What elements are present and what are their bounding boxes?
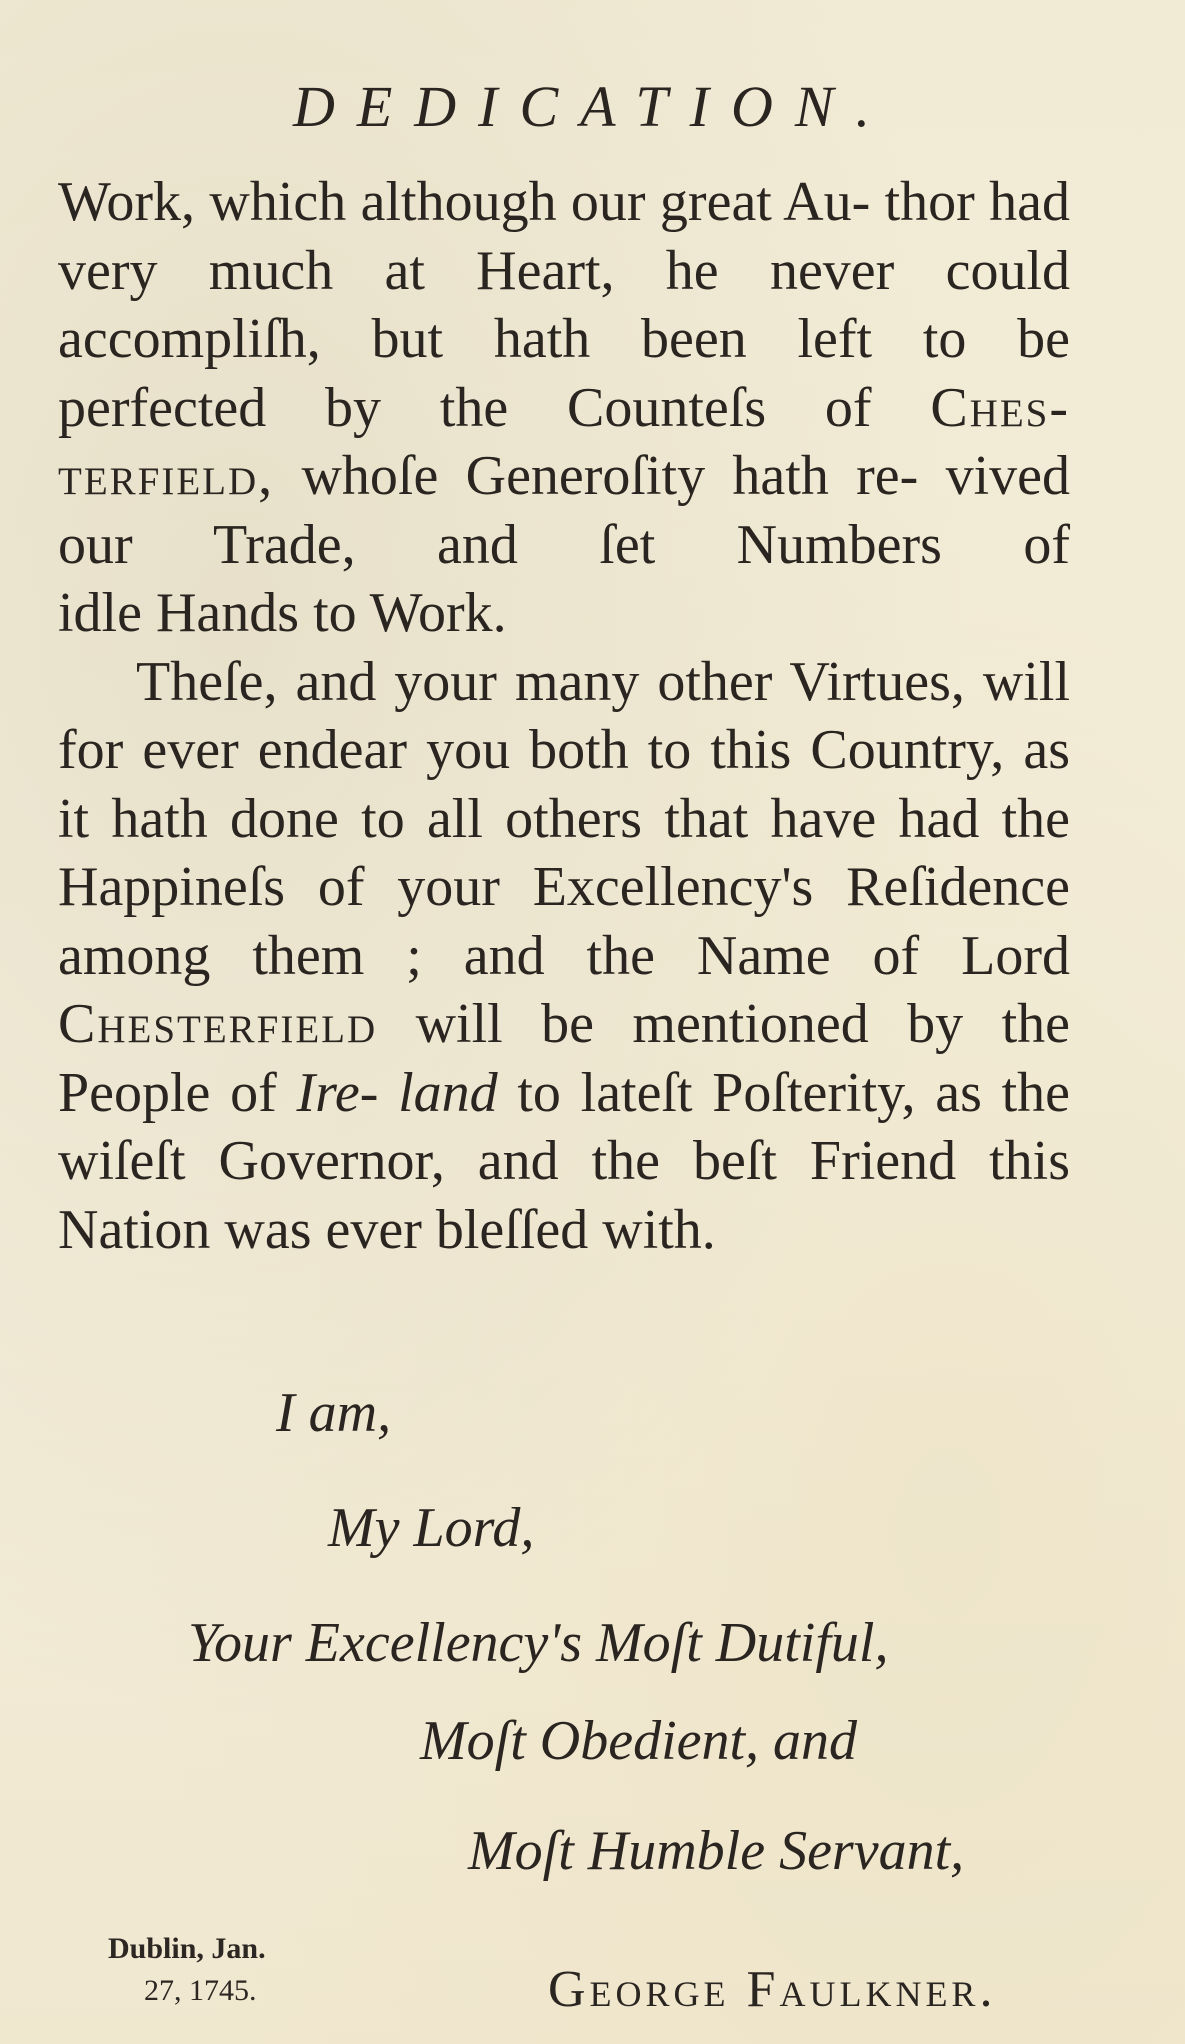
text-line: be perfected by the Counteſs of (58, 308, 1070, 439)
body-text (58, 168, 1070, 1264)
running-title: DEDICATION. (292, 74, 893, 139)
text-line: and the Name of Lord (463, 924, 1070, 987)
closing-line-4: Moſt Obedient, and (420, 1710, 858, 1772)
name-chesterfield-2: Chesterfield (58, 993, 378, 1055)
paragraph-1-end (58, 579, 1070, 648)
signature: George Faulkner. (548, 1961, 997, 2018)
text-line: will be mentioned by the People of (58, 993, 1070, 1124)
text-line: Nation was ever bleſſed with. (58, 1198, 716, 1261)
place-ireland-cont: land (398, 1061, 498, 1124)
paragraph-1 (58, 168, 1070, 579)
text-line: idle Hands to Work. (58, 582, 507, 644)
paragraph-2 (58, 648, 1070, 1196)
place-ireland: Ire- (296, 1061, 379, 1124)
closing-line-2: My Lord, (328, 1497, 535, 1559)
closing-line-3: Your Excellency's Moſt Dutiful, (188, 1612, 889, 1674)
name-chesterfield: Ches- (930, 376, 1070, 439)
text-line: Governor, and the beſt Friend this (218, 1130, 1071, 1192)
closing-line-1: I am, (276, 1382, 392, 1444)
place-date (108, 1928, 266, 2012)
text-line: Country, as it hath done to all others (58, 719, 1071, 850)
place-date-line-1: Dublin, Jan. (108, 1932, 266, 1965)
text-line: whoſe Generoſity hath re- (301, 445, 919, 507)
place-date-line-2: 27, 1745. (144, 1974, 257, 2007)
text-line: Theſe, and your many other Virtues, (136, 650, 965, 713)
text-line: thor had very much at Heart, he never (58, 171, 1070, 302)
text-line: to lateſt Poſterity, as the wiſeſt (58, 1061, 1071, 1192)
paragraph-2-end (58, 1196, 1070, 1265)
closing-line-5: Moſt Humble Servant, (468, 1820, 965, 1882)
text-line: will for ever endear you both to this (58, 650, 1071, 781)
text-line: vived our Trade, and ſet Numbers of (58, 445, 1071, 576)
name-chesterfield-cont: terfield, (58, 445, 275, 507)
text-line: Excellency's Reſidence among them ; (58, 856, 1070, 987)
text-line: Work, which although our great Au- (58, 171, 871, 233)
text-line: that have had the Happineſs of your (58, 787, 1071, 918)
text-line: could accompliſh, but hath been left to (58, 239, 1071, 370)
